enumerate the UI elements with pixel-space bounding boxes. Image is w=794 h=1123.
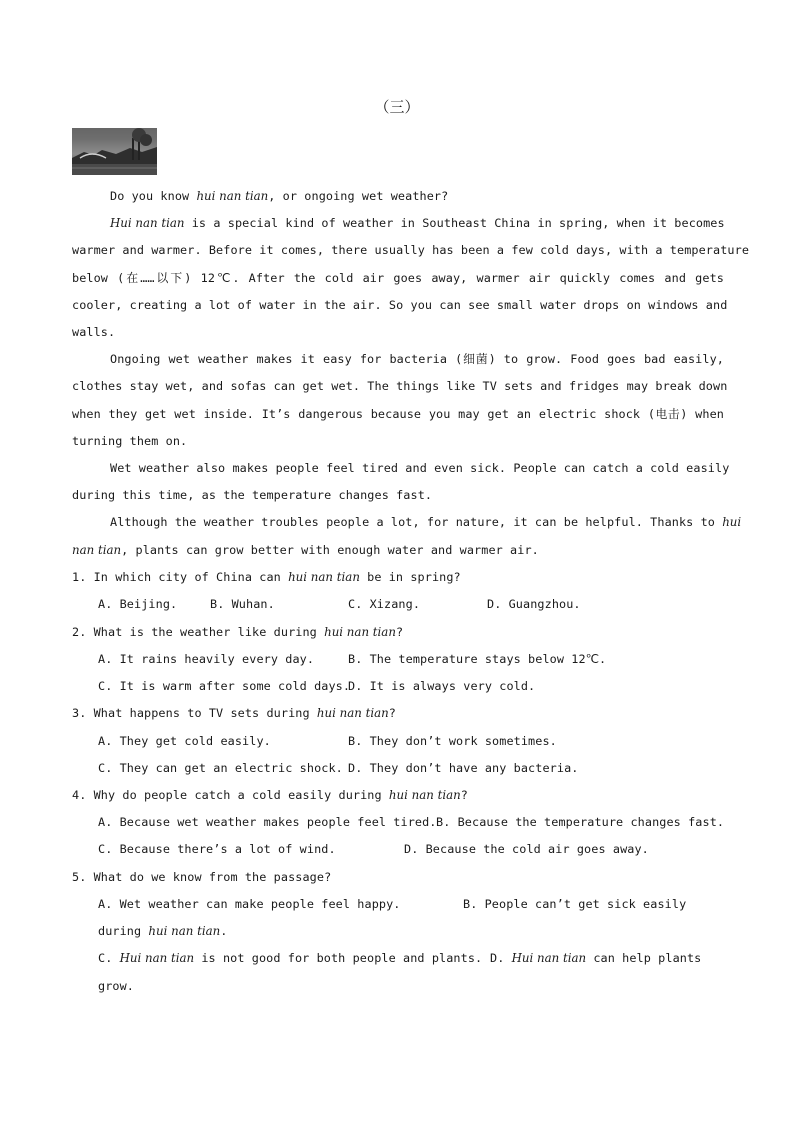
term-hui-nan-tian: Hui nan tian bbox=[119, 951, 195, 965]
q3-option-d[interactable]: D. They don’t have any bacteria. bbox=[348, 761, 579, 775]
q4-option-b[interactable]: B. Because the temperature changes fast. bbox=[436, 815, 725, 829]
paragraph-4-line-1: Although the weather troubles people a lot, for nature, it can be helpful. Thanks to hui bbox=[110, 515, 742, 529]
paragraph-4-line-2: nan tian, plants can grow better with enough water and warmer air. bbox=[72, 543, 539, 557]
term-hui-nan-tian: nan tian bbox=[72, 543, 122, 557]
q4-option-a[interactable]: A. Because wet weather makes people feel tired. bbox=[98, 815, 437, 829]
term-hui-nan-tian: hui nan tian bbox=[324, 625, 396, 639]
q5-option-b[interactable]: B. People can’t get sick easily bbox=[463, 897, 687, 911]
term-hui-nan-tian: hui nan tian bbox=[316, 706, 389, 720]
weather-photo bbox=[72, 128, 157, 175]
q3-option-c[interactable]: C. They can get an electric shock. bbox=[98, 761, 343, 775]
term-hui-nan-tian: hui bbox=[722, 515, 742, 529]
q5-option-d[interactable]: D. Hui nan tian can help plants bbox=[490, 951, 702, 965]
q1-option-a[interactable]: A. Beijing. bbox=[98, 597, 178, 611]
term-hui-nan-tian: Hui nan tian bbox=[110, 216, 185, 230]
question-3-stem: 3. What happens to TV sets during hui nan tian? bbox=[72, 706, 396, 720]
q2-option-b[interactable]: B. The temperature stays below 12℃. bbox=[348, 652, 607, 666]
q5-option-d-continued: grow. bbox=[98, 979, 135, 993]
q3-option-b[interactable]: B. They don’t work sometimes. bbox=[348, 734, 557, 748]
q1-option-b[interactable]: B. Wuhan. bbox=[210, 597, 275, 611]
term-hui-nan-tian: hui nan tian bbox=[196, 189, 269, 203]
q5-option-c[interactable]: C. Hui nan tian is not good for both people and plants. bbox=[98, 951, 483, 965]
q4-option-c[interactable]: C. Because there’s a lot of wind. bbox=[98, 842, 336, 856]
q2-option-c[interactable]: C. It is warm after some cold days. bbox=[98, 679, 351, 693]
question-1-stem: 1. In which city of China can hui nan tian be in spring? bbox=[72, 570, 461, 584]
intro-line: Do you know hui nan tian, or ongoing wet weather? bbox=[110, 189, 449, 203]
q5-option-a[interactable]: A. Wet weather can make people feel happy. bbox=[98, 897, 401, 911]
paragraph-1-line-4: cooler, creating a lot of water in the air. So you can see small water drops on windows and bbox=[72, 298, 728, 312]
q4-option-d[interactable]: D. Because the cold air goes away. bbox=[404, 842, 649, 856]
paragraph-3-line-1: Wet weather also makes people feel tired and even sick. People can catch a cold easily bbox=[110, 461, 730, 475]
term-hui-nan-tian: Hui nan tian bbox=[511, 951, 587, 965]
paragraph-1-line-5: walls. bbox=[72, 325, 116, 339]
term-hui-nan-tian: hui nan tian bbox=[288, 570, 360, 584]
term-hui-nan-tian: hui nan tian bbox=[148, 924, 221, 938]
paragraph-1-line-3: below (在……以下) 12℃. After the cold air goes away, warmer air quickly comes and gets bbox=[72, 271, 724, 285]
question-4-stem: 4. Why do people catch a cold easily during hui nan tian? bbox=[72, 788, 468, 802]
paragraph-2-line-4: turning them on. bbox=[72, 434, 188, 448]
q2-option-a[interactable]: A. It rains heavily every day. bbox=[98, 652, 315, 666]
q5-option-b-continued: during hui nan tian. bbox=[98, 924, 228, 938]
term-hui-nan-tian: hui nan tian bbox=[388, 788, 461, 802]
paragraph-1-line-1: Hui nan tian is a special kind of weather in Southeast China in spring, when it becomes bbox=[110, 216, 725, 230]
q1-option-c[interactable]: C. Xizang. bbox=[348, 597, 421, 611]
paragraph-2-line-1: Ongoing wet weather makes it easy for bacteria (细菌) to grow. Food goes bad easily, bbox=[110, 352, 724, 366]
q2-option-d[interactable]: D. It is always very cold. bbox=[348, 679, 536, 693]
paragraph-3-line-2: during this time, as the temperature changes fast. bbox=[72, 488, 433, 502]
section-title: （三） bbox=[374, 98, 420, 116]
question-5-stem: 5. What do we know from the passage? bbox=[72, 870, 332, 884]
paragraph-1-line-2: warmer and warmer. Before it comes, there usually has been a few cold days, with a temperature bbox=[72, 243, 750, 257]
question-2-stem: 2. What is the weather like during hui nan tian? bbox=[72, 625, 404, 639]
paragraph-2-line-2: clothes stay wet, and sofas can get wet. The things like TV sets and fridges may break down bbox=[72, 379, 728, 393]
paragraph-2-line-3: when they get wet inside. It’s dangerous because you may get an electric shock (电击) when bbox=[72, 407, 724, 421]
q1-option-d[interactable]: D. Guangzhou. bbox=[487, 597, 581, 611]
q3-option-a[interactable]: A. They get cold easily. bbox=[98, 734, 271, 748]
